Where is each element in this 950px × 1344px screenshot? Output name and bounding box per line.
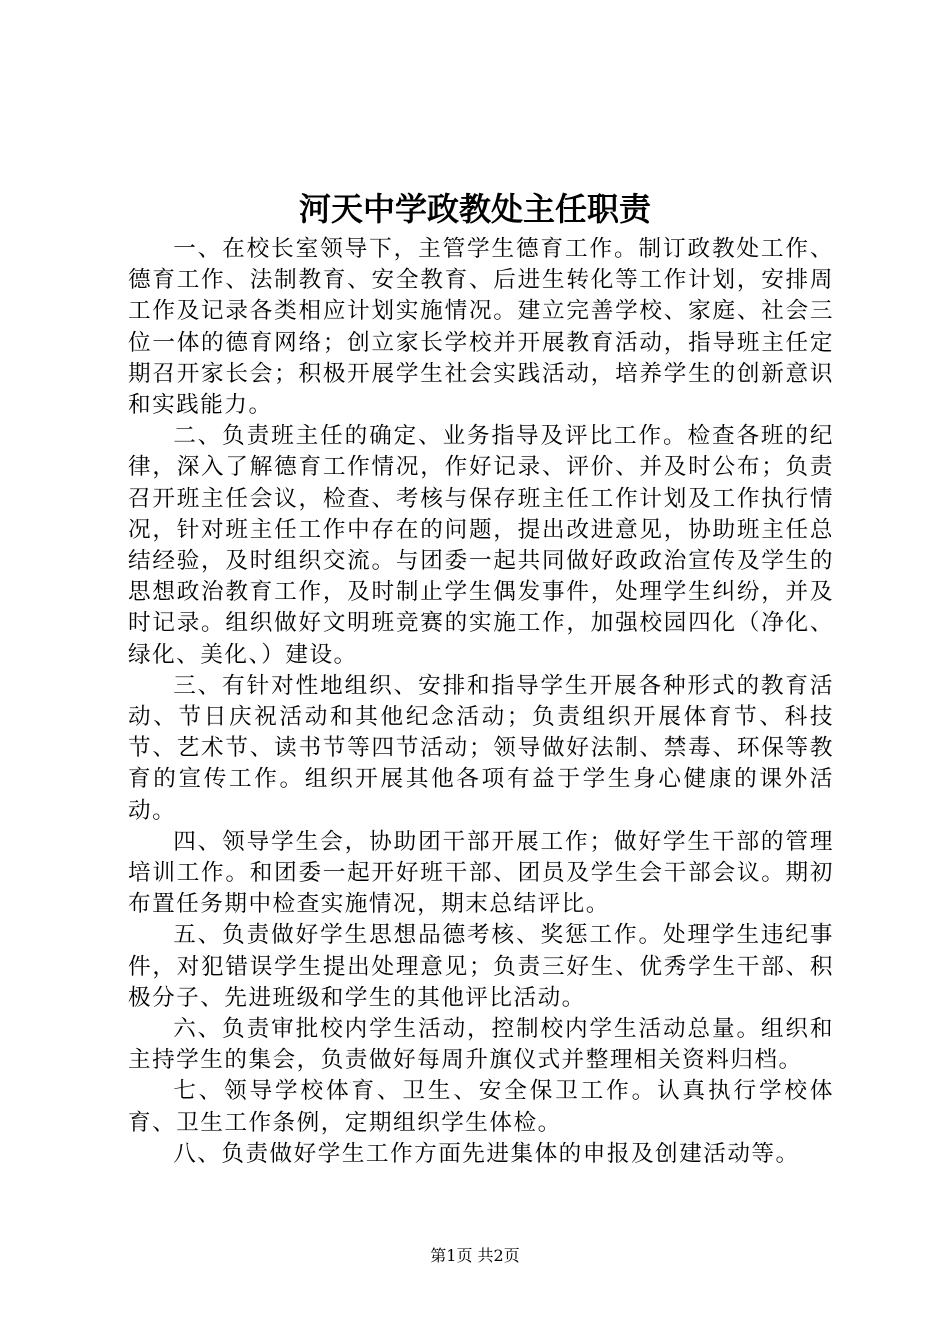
paragraph-4: 四、领导学生会，协助团干部开展工作；做好学生干部的管理培训工作。和团委一起开好班干部、团员及学生会干部会议。期初布置任务期中检查实施情况，期末总结评比。: [128, 828, 834, 918]
paragraph-8: 八、负责做好学生工作方面先进集体的申报及创建活动等。: [173, 1140, 800, 1167]
document-title: 河天中学政教处主任职责: [298, 190, 651, 228]
paragraph-3: 三、有针对性地组织、安排和指导学生开展各种形式的教育活动、节日庆祝活动和其他纪念活动；负责组织开展体育节、科技节、艺术节、读书节等四节活动；领导做好法制、禁毒、环保等教育的宣传工作。组织开展其他各项有益于学生身心健康的课外活动。: [128, 672, 834, 824]
paragraph-6: 六、负责审批校内学生活动，控制校内学生活动总量。组织和主持学生的集会，负责做好每周升旗仪式并整理相关资料归档。: [128, 1016, 834, 1074]
document-body: [128, 234, 834, 1170]
paragraph-2: 二、负责班主任的确定、业务指导及评比工作。检查各班的纪律，深入了解德育工作情况，作好记录、评价、并及时公布；负责召开班主任会议，检查、考核与保存班主任工作计划及工作执行情况，针对班主任工作中存在的问题，提出改进意见，协助班主任总结经验，及时组织交流。与团委一起共同做好政政治宣传及学生的思想政治教育工作，及时制止学生偶发事件，处理学生纠纷，并及时记录。组织做好文明班竞赛的实施工作，加强校园四化（净化、绿化、美化、）建设。: [128, 423, 834, 668]
paragraph-1: 一、在校长室领导下，主管学生德育工作。制订政教处工作、德育工作、法制教育、安全教育、后进生转化等工作计划，安排周工作及记录各类相应计划实施情况。建立完善学校、家庭、社会三位一体的德育网络；创立家长学校并开展教育活动，指导班主任定期召开家长会；积极开展学生社会实践活动，培养学生的创新意识和实践能力。: [128, 236, 834, 419]
paragraph-5: 五、负责做好学生思想品德考核、奖惩工作。处理学生违纪事件，对犯错误学生提出处理意见；负责三好生、优秀学生干部、积极分子、先进班级和学生的其他评比活动。: [128, 922, 834, 1011]
page-number-footer: 第1页 共2页: [430, 1246, 520, 1265]
paragraph-7: 七、领导学校体育、卫生、安全保卫工作。认真执行学校体育、卫生工作条例，定期组织学生体检。: [128, 1078, 834, 1136]
